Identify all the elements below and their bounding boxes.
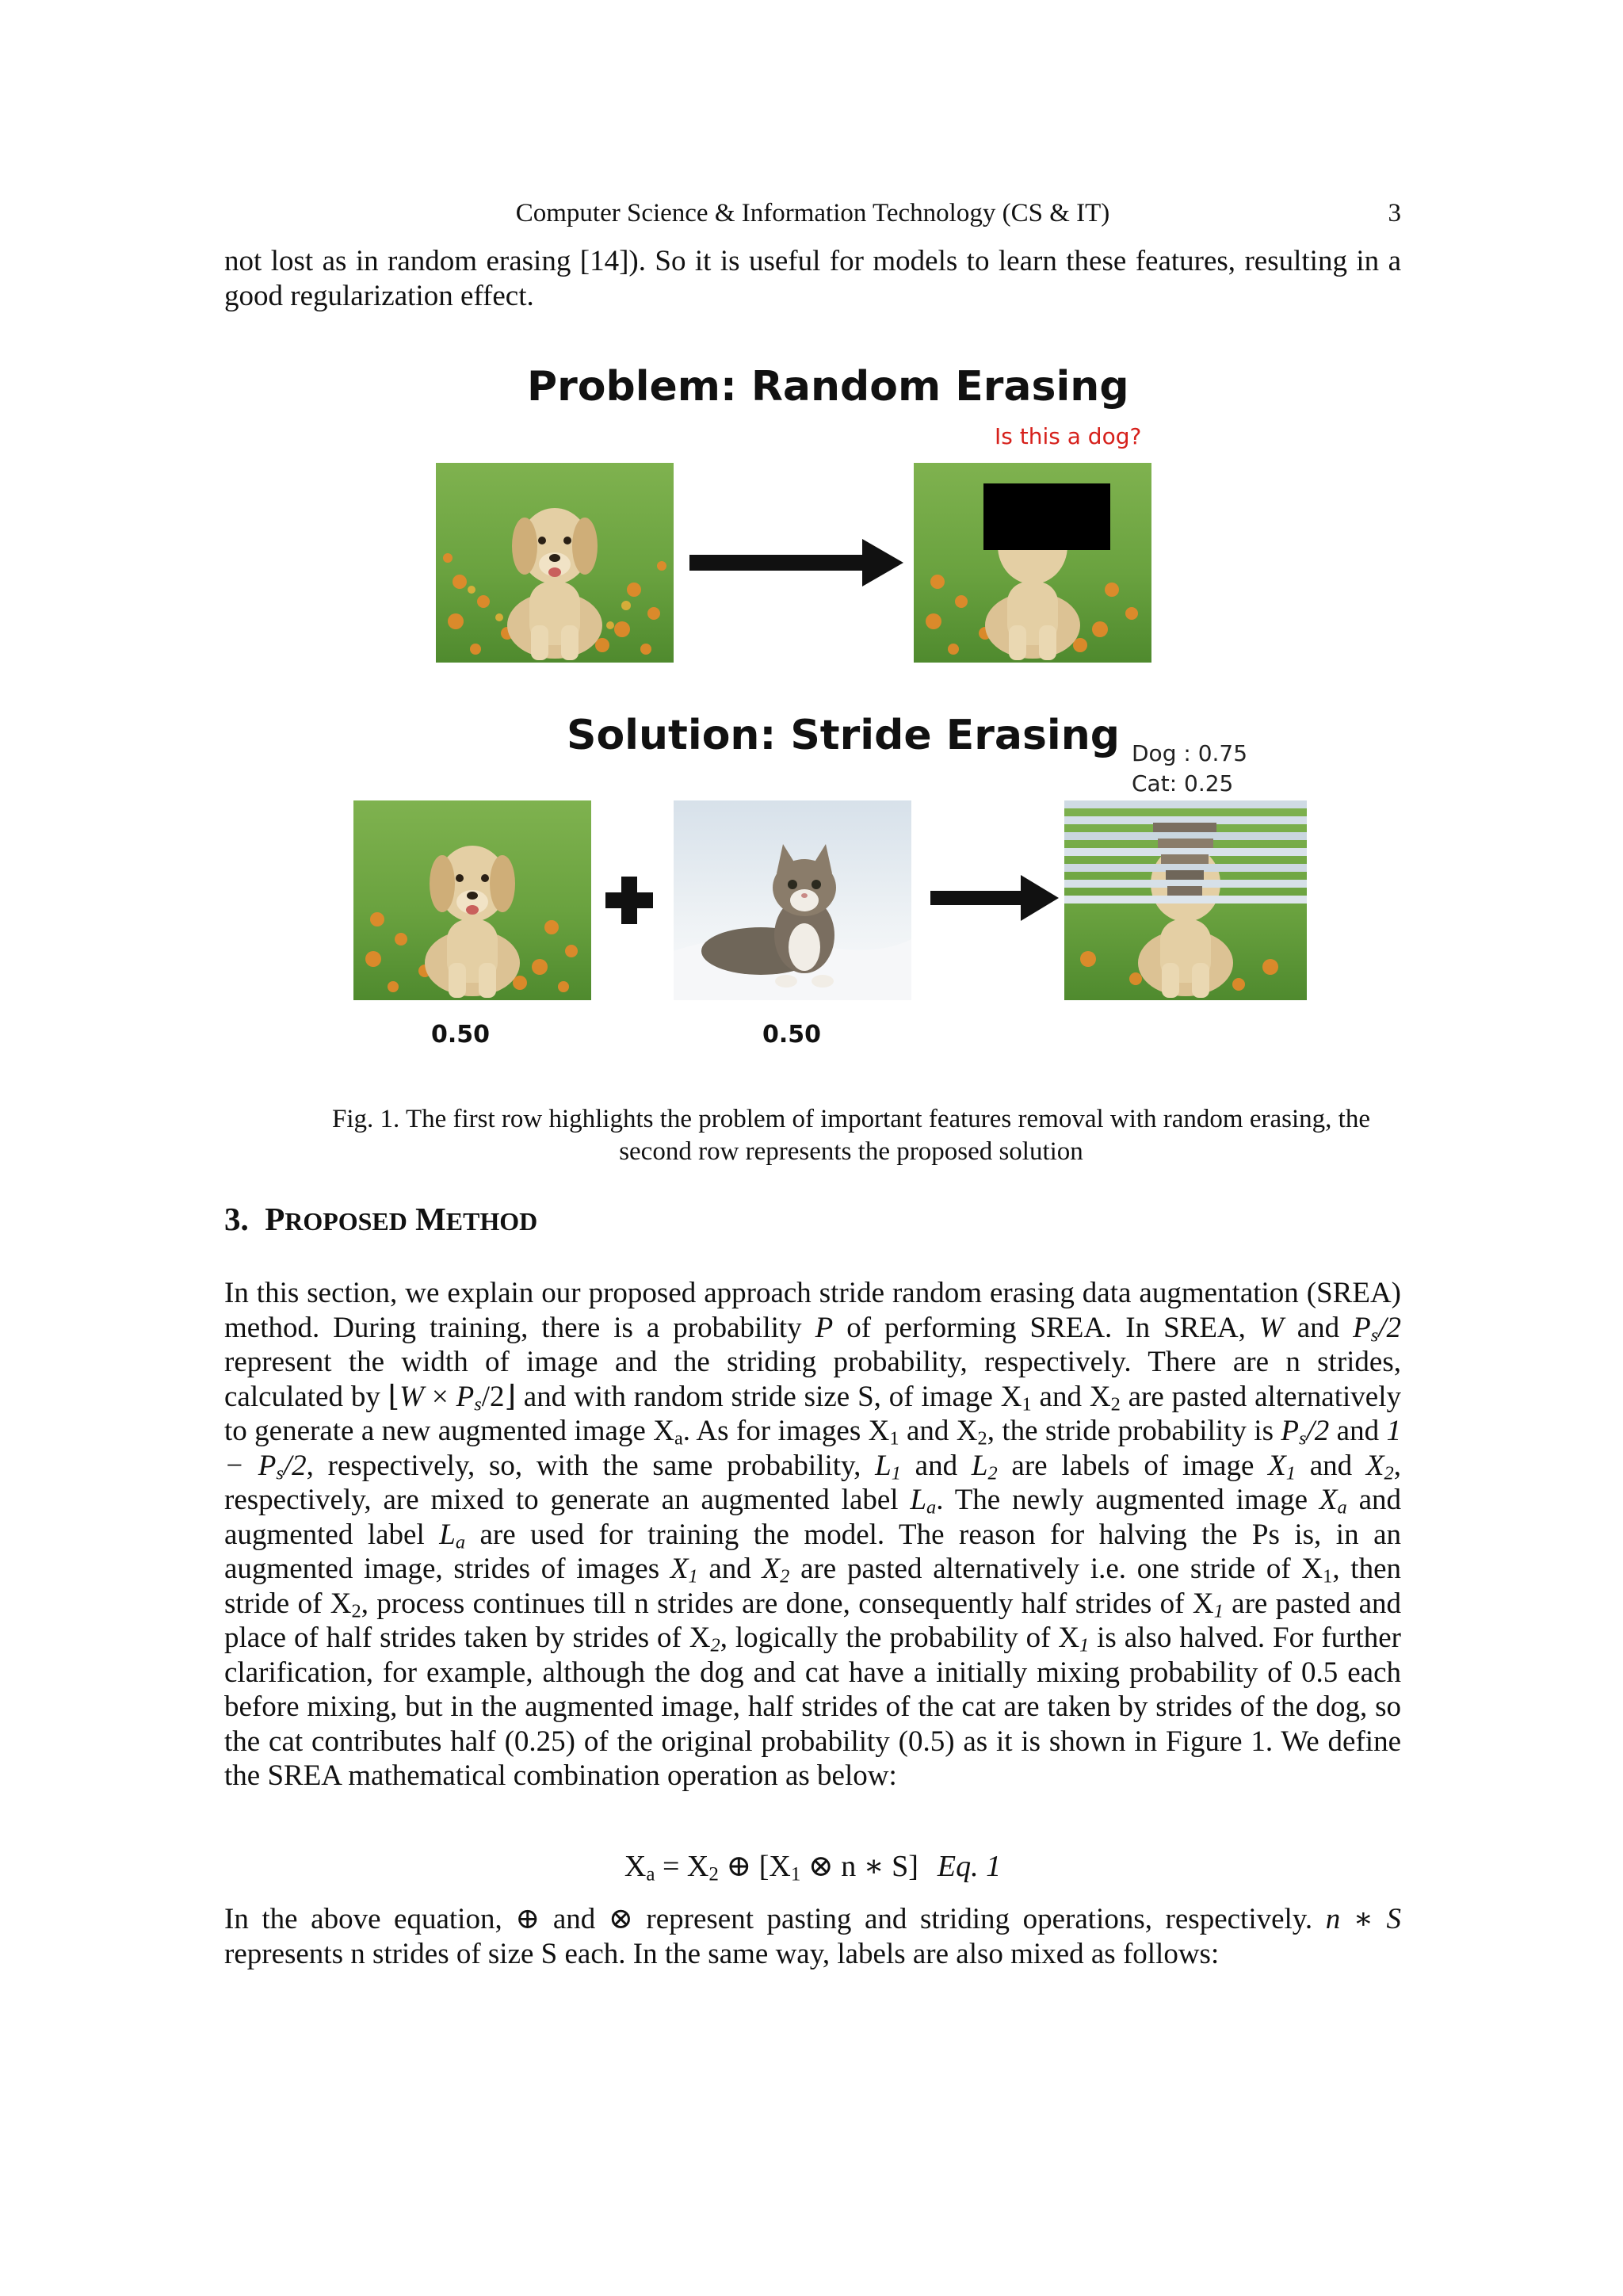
erased-dog-photo-graphic (914, 463, 1151, 663)
section-title-ethod: ETHOD (445, 1208, 538, 1236)
weight-left: 0.50 (431, 1021, 491, 1049)
cat-image (674, 800, 911, 1000)
section-heading (224, 1198, 537, 1243)
equation-1: $X_a = X_2$ ⊕ [$X_1$ ⊗ n ∗ S] Eq. 1 (624, 1850, 1002, 1885)
dog-image (436, 463, 674, 663)
stride-erased-photo-graphic (1064, 800, 1307, 1000)
running-header (224, 195, 1401, 231)
dog-image-2 (353, 800, 591, 1000)
dog-photo-graphic (436, 463, 674, 663)
running-title: Computer Science & Information Technology (CS & IT) (515, 199, 1110, 227)
figure-1 (333, 349, 1331, 1070)
stride-erased-image (1064, 800, 1307, 1000)
arrow-icon (689, 533, 903, 593)
plus-icon (605, 877, 653, 924)
cat-probability: Cat: 0.25 (1132, 770, 1234, 797)
weight-right: 0.50 (762, 1021, 822, 1049)
method-paragraph: In this section, we explain our proposed approach stride random erasing data augmentation (SREA) method. During training, there is a probability P of performing SREA. In SREA, W and $P_s/2$ represent the width of image and the striding probability, respectively. There are n strides, calculated by ⌊W × $P_s/2⌋$ and with random stride size S, of image $X_1$ and $X_2$ are pasted alternatively to generate a new augmented image $X_a$. As for images $X_1$ and $X_2$, the stride probability is $P_s/2$ and $1 - P_s/2$, respectively, so, with the same probability, $L_1$ and $L_2$ are labels of image $X_1$ and $X_2$, respectively, are mixed to generate an augmented label $L_a$. The newly augmented image $X_a$ and augmented label $L_a$ are used for training the model. The reason for halving the Ps is, in an augmented image, strides of images $X_1$ and $X_2$ are pasted alternatively i.e. one stride of $X_1$, then stride of $X_2$, process continues till n strides are done, consequently half strides of $X_1$ are pasted and place of half strides taken by strides of $X_2$, logically the probability of $X_1$ is also halved. For further clarification, for example, although the dog and cat have a initially mixing probability of 0.5 each before mixing, but in the augmented image, half strides of the cat are taken by strides of the dog, so the cat contributes half (0.25) of the original probability (0.5) as it is shown in Figure 1. We define the SREA mathematical combination operation as below: (224, 1277, 1401, 1792)
section-number: 3. (224, 1201, 249, 1237)
section-title-p: P (265, 1201, 285, 1237)
problem-note: Is this a dog? (995, 423, 1142, 449)
solution-heading: Solution: Stride Erasing (567, 712, 1120, 759)
dog-probability: Dog : 0.75 (1132, 740, 1248, 766)
after-equation-paragraph: In the above equation, ⊕ and ⊗ represent pasting and striding operations, respectively. n ∗ S represents n strides of size S each. In the same way, labels are also mixed as follows: (224, 1903, 1401, 1970)
page-number: 3 (1388, 199, 1401, 227)
equation-label: Eq. 1 (937, 1850, 1002, 1883)
intro-paragraph: not lost as in random erasing [14]). So it is useful for models to learn these features, resulting in a good regularization effect. (224, 245, 1401, 312)
section-title-roposed: ROPOSED (285, 1208, 407, 1236)
problem-heading: Problem: Random Erasing (527, 363, 1129, 411)
arrow-icon-2 (930, 872, 1059, 924)
dog-photo-graphic-2 (353, 800, 591, 1000)
figure-caption: Fig. 1. The first row highlights the problem of important features removal with random erasing, the second row represents the proposed solution (332, 1105, 1370, 1166)
erased-dog-image (914, 463, 1151, 663)
cat-photo-graphic (674, 800, 911, 1000)
section-title-m: M (415, 1201, 446, 1237)
